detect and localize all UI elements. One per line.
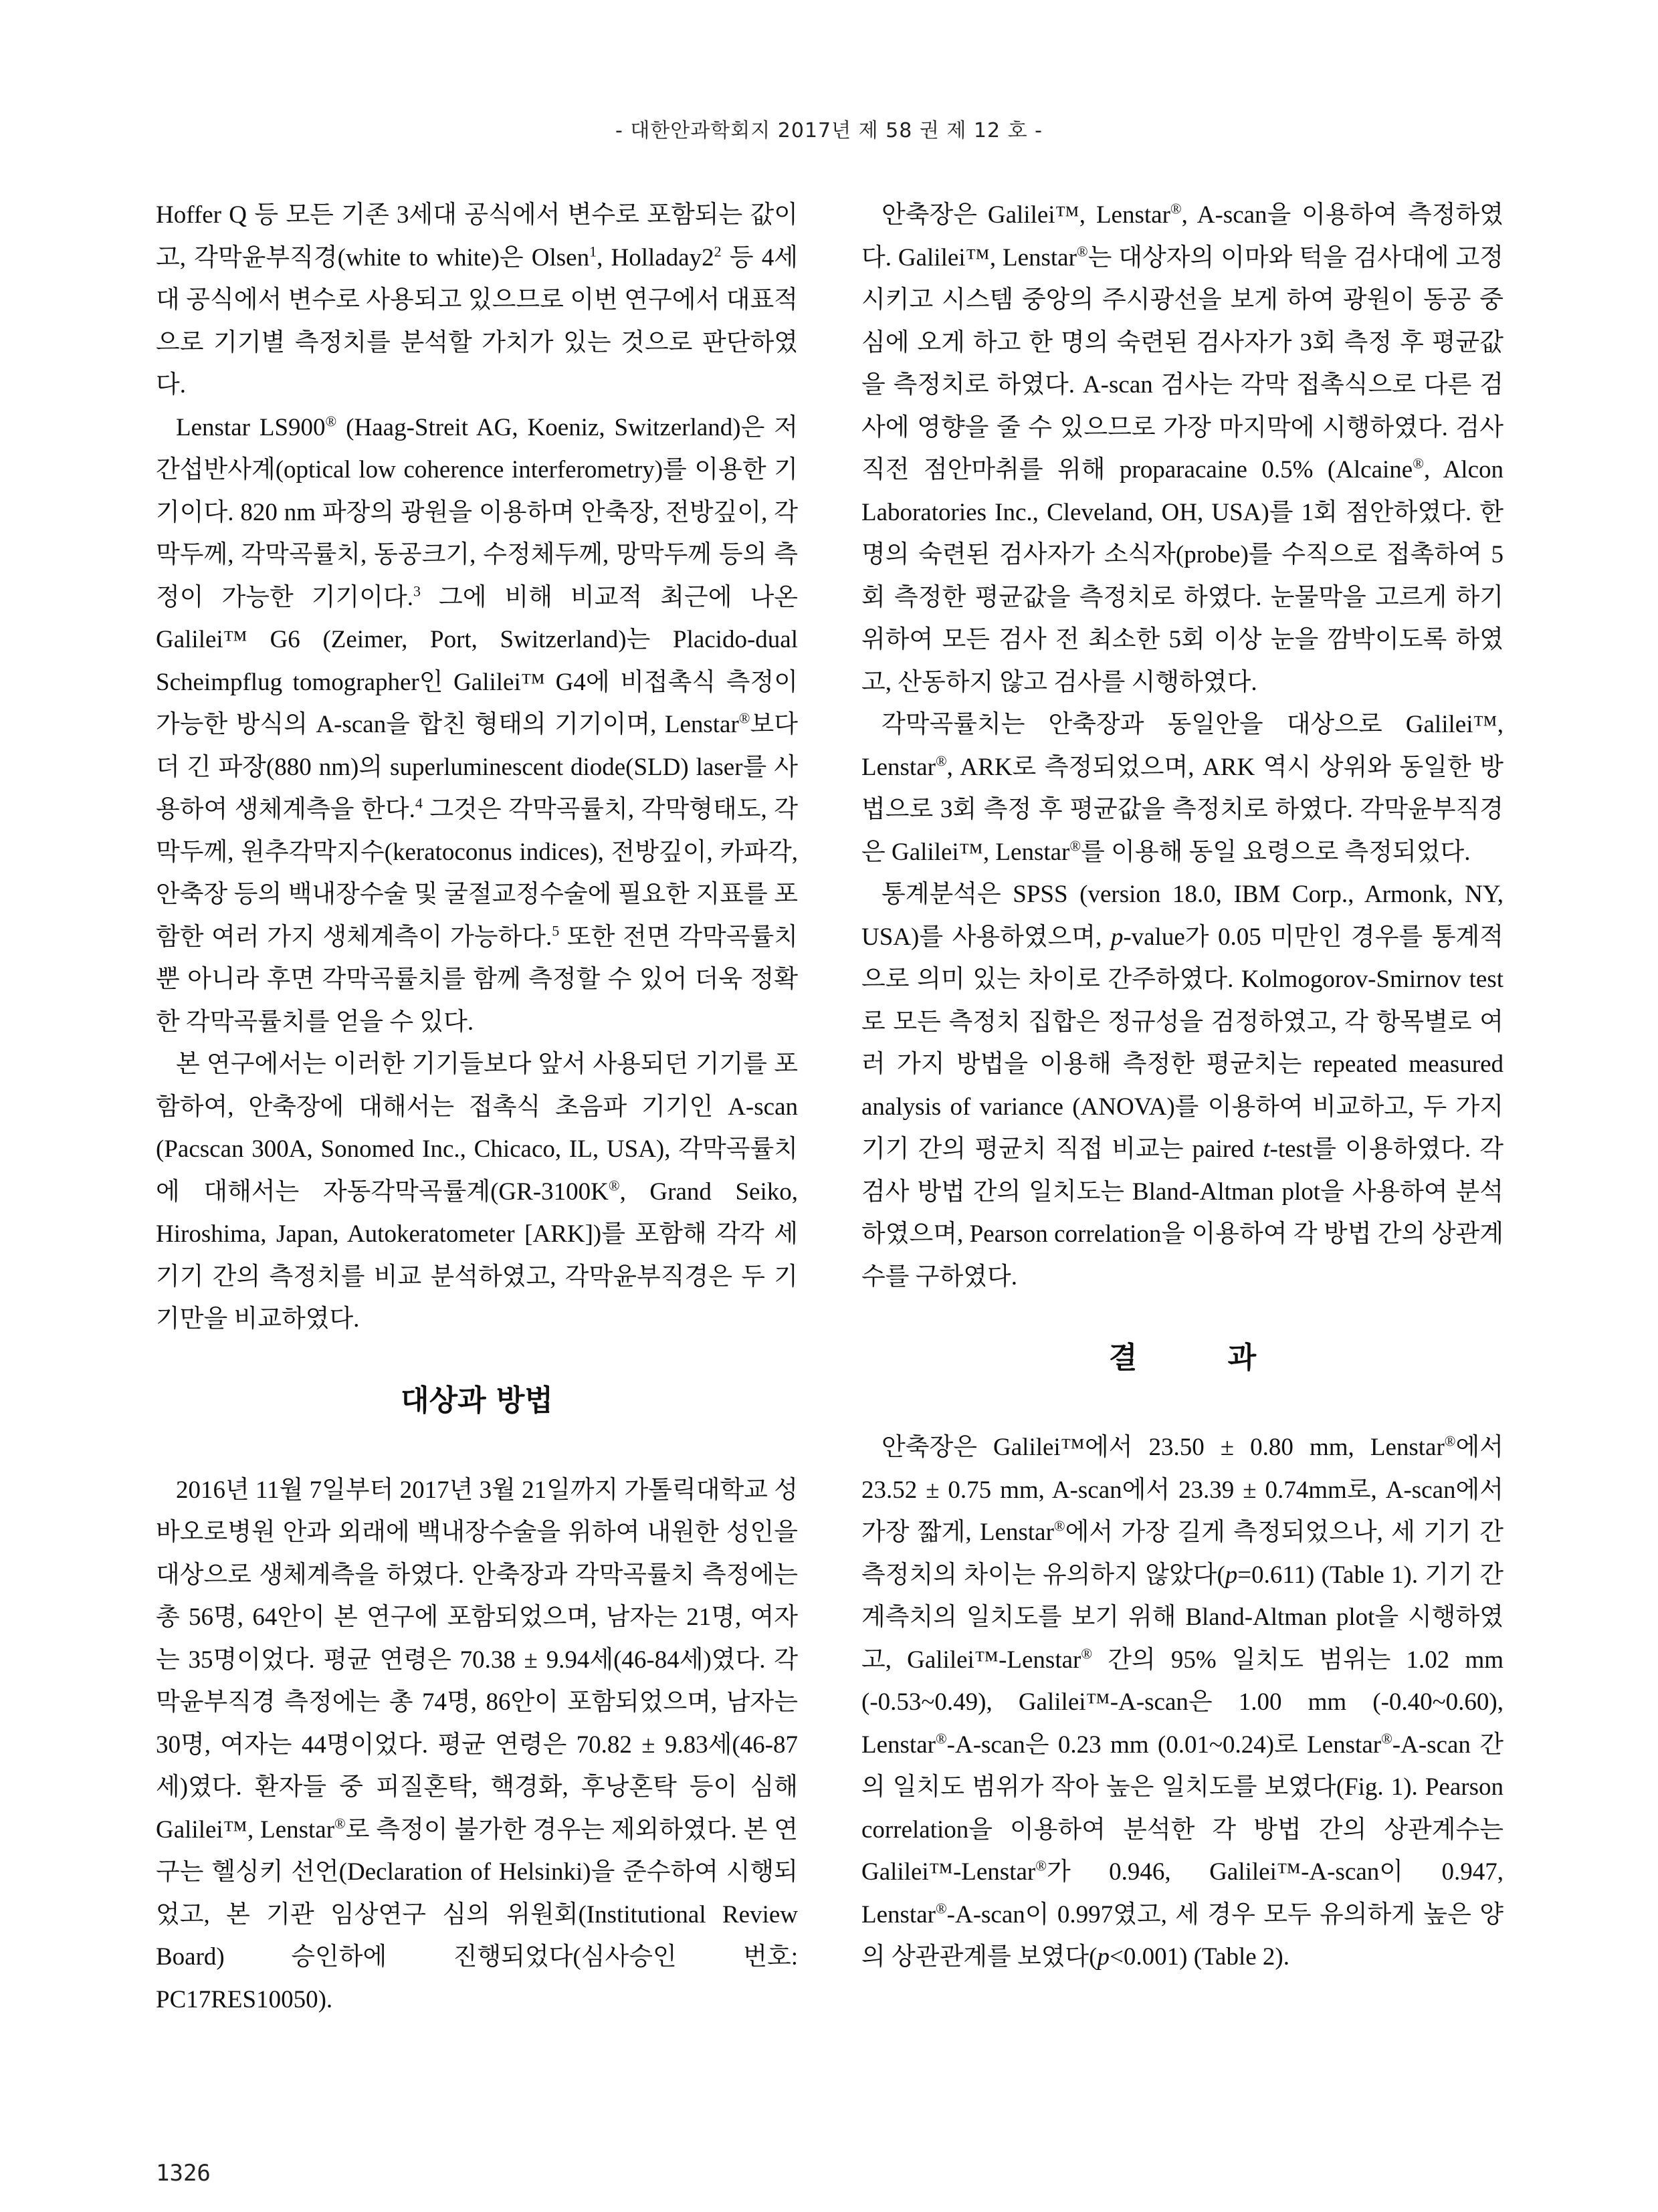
text-run: -value가 0.05 미만인 경우를 통계적으로 의미 있는 차이로 간주하였다. Kolmogorov-Smirnov test로 모든 측정치 집합은 정규성을 검정하였고, 각 항목별로 여러 가지 방법을 이용해 측정한 평균치는 repeated measured analysis of variance (ANOVA)를 이용하여 비교하고, 두 가지 기기 간의 평균치 직접 비교는 paired: [861, 923, 1504, 1163]
text-run: 를 이용해 동일 요령으로 측정되었다.: [1081, 838, 1471, 866]
methods-paragraph: [156, 1469, 798, 2021]
text-run: =0.611) (Table 1). 기기 간 계측치의 일치도를 보기 위해 Bland-Altman plot을 시행하였고, Galilei™-Lenstar: [861, 1561, 1504, 1674]
text-run: (Haag-Streit AG, Koeniz, Switzerland)은 저간섭반사계(optical low coherence interferometry)를 이용한 기기이다. 820 nm 파장의 광원을 이용하며 안축장, 전방깊이, 각막두께, 각막곡률치, 동공크기, 수정체두께, 망막두께 등의 측정이 가능한 기기이다.: [156, 413, 798, 611]
text-run: 는 대상자의 이마와 턱을 검사대에 고정시키고 시스템 중앙의 주시광선을 보게 하여 광원이 동공 중심에 오게 하고 한 명의 숙련된 검사자가 3회 측정 후 평균값을 측정치로 하였다. A-scan 검사는 각막 접촉식으로 다른 검사에 영향을 줄 수 있으므로 가장 마지막에 시행하였다. 검사 직전 점안마취를 위해 proparacaine 0.5% (Alcaine: [861, 243, 1504, 483]
statistics-paragraph: [861, 873, 1504, 1298]
registered-mark: ®: [1444, 1432, 1456, 1450]
citation-superscript: 1: [589, 243, 597, 260]
registered-mark: ®: [1053, 1517, 1065, 1535]
intro-paragraph-3: [156, 1043, 798, 1341]
text-run: 로 측정이 불가한 경우는 제외하였다. 본 연구는 헬싱키 선언(Declaration of Helsinki)을 준수하여 시행되었고, 본 기관 임상연구 심의 위원회(Institutional Review Board) 승인하에 진행되었다(심사승인 번호: PC17RES10050).: [156, 1815, 798, 2013]
text-run: 가 0.946, Galilei™-A-scan이 0.947, Lenstar: [861, 1858, 1504, 1928]
text-run: 에서 가장 길게 측정되었으나, 세 기기 간 측정치의 차이는 유의하지 않았다(: [861, 1519, 1504, 1589]
text-run: , Alcon Laboratories Inc., Cleveland, OH, USA)를 1회 점안하였다. 한 명의 숙련된 검사자가 소식자(probe)를 수직으로 접촉하여 5회 측정한 평균값을 측정치로 하였다. 눈물막을 고르게 하기 위하여 모든 검사 전 최소한 5회 이상 눈을 깜박이도록 하였고, 산동하지 않고 검사를 시행하였다.: [861, 456, 1504, 696]
intro-paragraph-2: [156, 407, 798, 1044]
text-run: , Holladay2: [597, 243, 714, 271]
registered-mark: ®: [334, 1815, 346, 1832]
text-run: 또한 전면 각막곡률치뿐 아니라 후면 각막곡률치를 함께 측정할 수 있어 더욱 정확한 각막곡률치를 얻을 수 있다.: [156, 923, 798, 1036]
italic-symbol: p: [1225, 1561, 1238, 1589]
registered-mark: ®: [1413, 455, 1424, 472]
keratometry-method-paragraph: [861, 703, 1504, 873]
text-run: 그것은 각막곡률치, 각막형태도, 각막두께, 원추각막지수(keratoconus indices), 전방깊이, 카파각, 안축장 등의 백내장수술 및 굴절교정수술에 필요한 지표를 포함한 여러 가지 생체계측이 가능하다.: [156, 796, 799, 951]
registered-mark: ®: [1381, 1730, 1392, 1747]
right-column: [861, 194, 1504, 1979]
italic-symbol: t: [1263, 1135, 1270, 1163]
page-number: 1326: [156, 2160, 211, 2187]
text-run: , Grand Seiko, Hiroshima, Japan, Autokeratometer [ARK])를 포함해 각각 세 기기 간의 측정치를 비교 분석하였고, 각막윤부직경은 두 기기만을 비교하였다.: [156, 1178, 799, 1333]
italic-symbol: p: [1097, 1943, 1110, 1971]
registered-mark: ®: [1076, 243, 1088, 260]
citation-superscript: 5: [552, 922, 560, 939]
text-run: Lenstar LS900: [176, 413, 326, 441]
text-run: 안축장은 Galilei™, Lenstar: [882, 201, 1170, 229]
text-run: -A-scan이 0.997였고, 세 경우 모두 유의하게 높은 양의 상관관계를 보였다(: [861, 1900, 1504, 1971]
text-run: -A-scan은 0.23 mm (0.01~0.24)로 Lenstar: [946, 1731, 1382, 1759]
text-run: , ARK로 측정되었으며, ARK 역시 상위와 동일한 방법으로 3회 측정 후 평균값을 측정치로 하였다. 각막윤부직경은 Galilei™, Lenstar: [861, 753, 1504, 866]
text-run: <0.001) (Table 2).: [1110, 1943, 1289, 1971]
registered-mark: ®: [1170, 200, 1182, 217]
text-run: 그에 비해 비교적 최근에 나온 Galilei™ G6 (Zeimer, Port, Switzerland)는 Placido-dual Scheimpflug tomographer인 Galilei™ G4에 비접촉식 측정이 가능한 방식의 A-scan을 합친 형태의 기기이며, Lenstar: [156, 583, 798, 738]
registered-mark: ®: [1081, 1645, 1093, 1662]
registered-mark: ®: [935, 1900, 947, 1917]
italic-symbol: p: [1110, 923, 1124, 951]
text-run: 간의 95% 일치도 범위는 1.02 mm (-0.53~0.49), Galilei™-A-scan은 1.00 mm (-0.40~0.60), Lenstar: [861, 1646, 1504, 1759]
citation-superscript: 3: [413, 582, 421, 600]
registered-mark: ®: [935, 752, 947, 770]
results-section-title: 결 과: [1108, 1341, 1257, 1375]
text-run: 2016년 11월 7일부터 2017년 3월 21일까지 가톨릭대학교 성바오로병원 안과 외래에 백내장수술을 위하여 내원한 성인을 대상으로 생체계측을 하였다. 안축장과 각막곡률치 측정에는 총 56명, 64안이 본 연구에 포함되었으며, 남자는 21명, 여자는 35명이었다. 평균 연령은 70.38 ± 9.94세(46-84세)였다. 각막윤부직경 측정에는 총 74명, 86안이 포함되었으며, 남자는 30명, 여자는 44명이었다. 평균 연령은 70.82 ± 9.83세(46-87세)였다. 환자들 중 피질혼탁, 핵경화, 후낭혼탁 등이 심해 Galilei™, Lenstar: [156, 1476, 798, 1844]
axial-length-method-paragraph: [861, 194, 1504, 703]
text-run: 각막곡률치는 안축장과 동일안을 대상으로 Galilei™, Lenstar: [861, 711, 1504, 781]
text-run: 등 4세대 공식에서 변수로 사용되고 있으므로 이번 연구에서 대표적으로 기기별 측정치를 분석할 가치가 있는 것으로 판단하였다.: [156, 243, 798, 399]
text-run: 안축장은 Galilei™에서 23.50 ± 0.80 mm, Lenstar: [882, 1434, 1445, 1461]
registered-mark: ®: [738, 709, 750, 727]
citation-superscript: 2: [714, 243, 722, 260]
text-run: 통계분석은 SPSS (version 18.0, IBM Corp., Armonk, NY, USA)를 사용하였으며,: [861, 881, 1504, 951]
text-run: 보다 더 긴 파장(880 nm)의 superluminescent diode(SLD) laser를 사용하여 생체계측을 한다.: [156, 711, 798, 823]
registered-mark: ®: [935, 1730, 947, 1747]
registered-mark: ®: [1035, 1857, 1047, 1874]
intro-paragraph-1: [156, 194, 798, 407]
text-run: 에서 23.52 ± 0.75 mm, A-scan에서 23.39 ± 0.74mm로, A-scan에서 가장 짧게, Lenstar: [861, 1434, 1504, 1546]
registered-mark: ®: [325, 413, 337, 430]
citation-superscript: 4: [415, 794, 423, 812]
text-run: , A-scan을 이용하여 측정하였다. Galilei™, Lenstar: [861, 201, 1504, 271]
text-run: -test를 이용하였다. 각 검사 방법 간의 일치도는 Bland-Altman plot을 사용하여 분석하였으며, Pearson correlation을 이용하여 각 방법 간의 상관계수를 구하였다.: [861, 1135, 1504, 1291]
registered-mark: ®: [608, 1177, 620, 1194]
text-run: 본 연구에서는 이러한 기기들보다 앞서 사용되던 기기를 포함하여, 안축장에 대해서는 접촉식 초음파 기기인 A-scan (Pacscan 300A, Sonomed Inc., Chicaco, IL, USA), 각막곡률치에 대해서는 자동각막곡률계(GR-3100K: [156, 1050, 798, 1206]
text-run: -A-scan 간의 일치도 범위가 작아 높은 일치도를 보였다(Fig. 1). Pearson correlation을 이용하여 분석한 각 방법 간의 상관계수는 Galilei™-Lenstar: [861, 1731, 1504, 1886]
registered-mark: ®: [1069, 837, 1081, 855]
results-paragraph: [861, 1426, 1504, 1979]
methods-section-title: 대상과 방법: [401, 1383, 553, 1418]
running-head: - 대한안과학회지 2017년 제 58 권 제 12 호 -: [615, 119, 1043, 142]
text-run: Hoffer Q 등 모든 기존 3세대 공식에서 변수로 포함되는 값이고, 각막윤부직경(white to white)은 Olsen: [156, 201, 798, 271]
left-column: [156, 194, 798, 2021]
